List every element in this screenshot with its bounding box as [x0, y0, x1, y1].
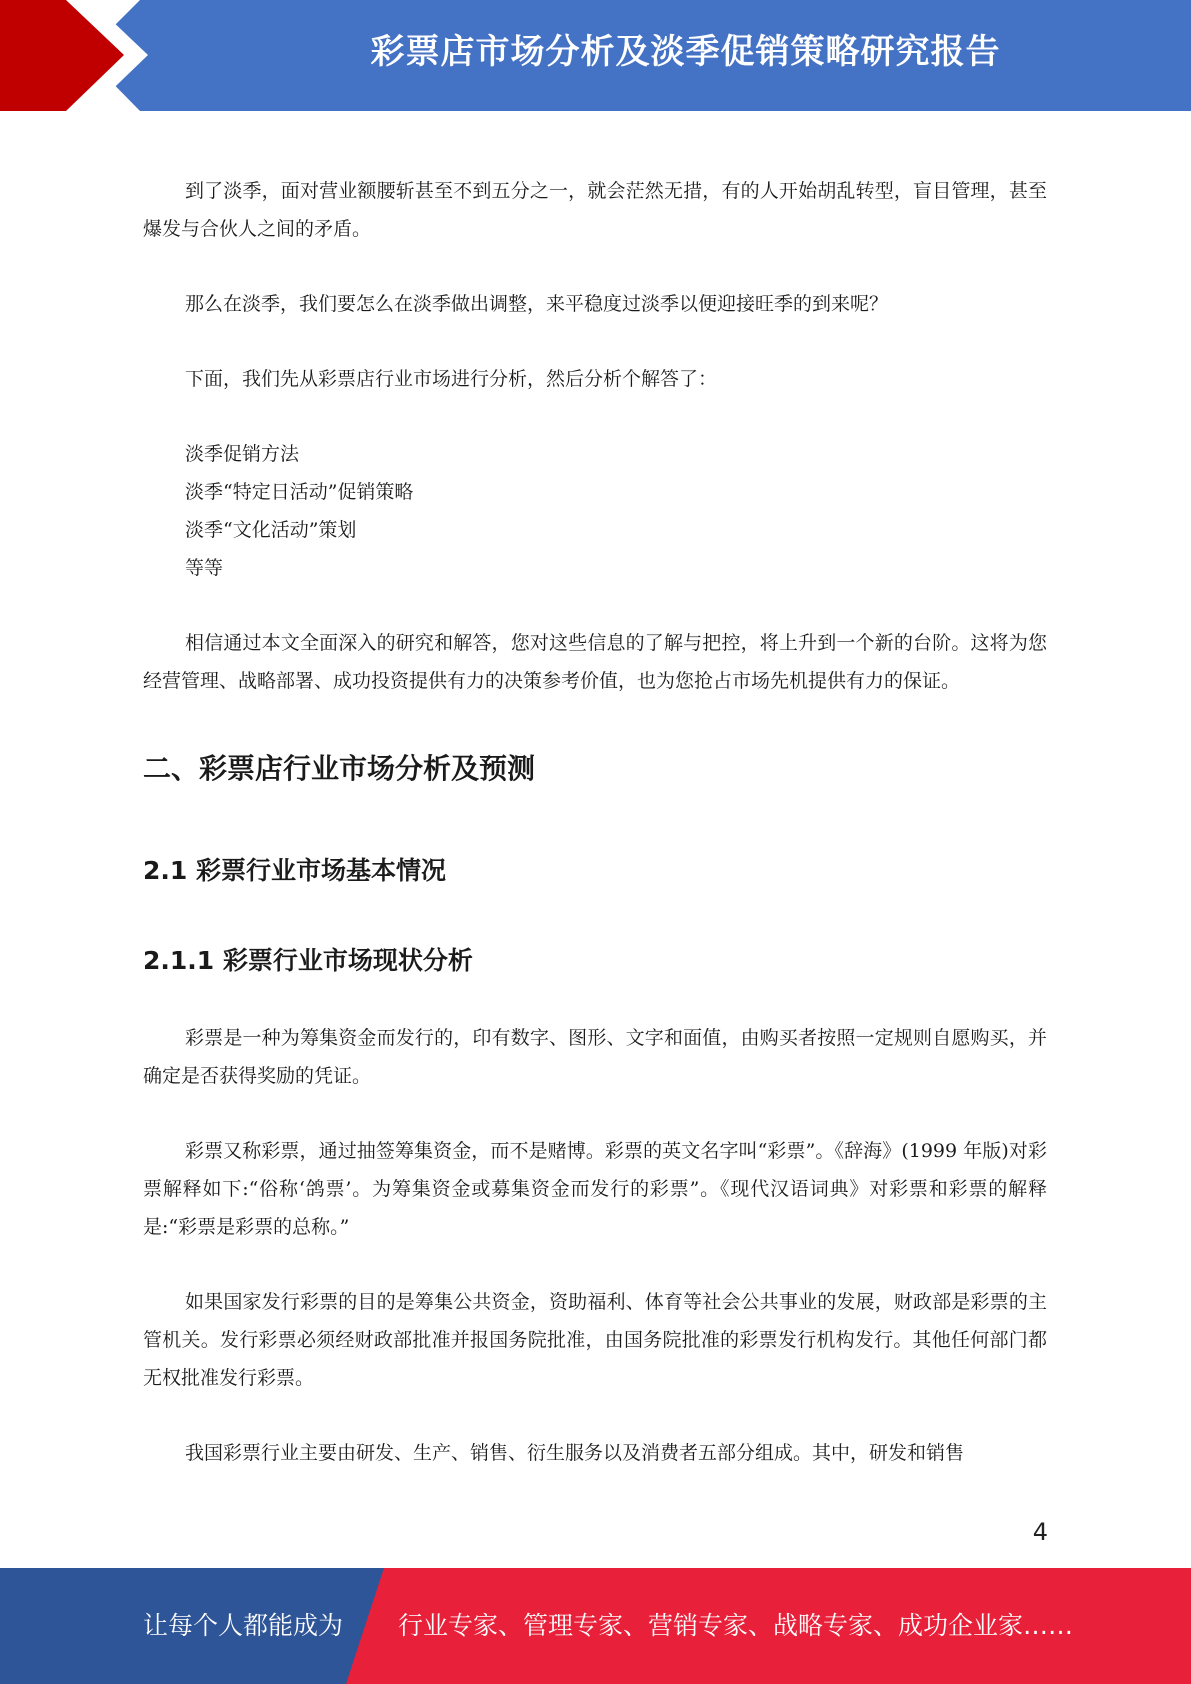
paragraph: 到了淡季，面对营业额腰斩甚至不到五分之一，就会茫然无措，有的人开始胡乱转型，盲目管理，甚至爆发与合伙人之间的矛盾。 [143, 180, 1047, 240]
paragraph: 我国彩票行业主要由研发、生产、销售、衍生服务以及消费者五部分组成。其中，研发和销售 [185, 1442, 965, 1464]
paragraph: 彩票是一种为筹集资金而发行的，印有数字、图形、文字和面值，由购买者按照一定规则自愿购买，并确定是否获得奖励的凭证。 [143, 1027, 1047, 1087]
footer-slogan-left: 让每个人都能成为 [143, 1611, 344, 1640]
page-number: 4 [1032, 1518, 1048, 1546]
footer-slogan-right: 行业专家、管理专家、营销专家、战略专家、成功企业家…… [398, 1611, 1074, 1640]
list-item: 淡季促销方法 [185, 443, 300, 465]
list-item: 等等 [185, 557, 224, 579]
footer-banner [0, 1568, 1191, 1684]
header-banner [0, 0, 1191, 111]
subsubsection-heading: 2.1.1 彩票行业市场现状分析 [143, 946, 473, 975]
document-body [143, 172, 1047, 1509]
paragraph: 如果国家发行彩票的目的是筹集公共资金，资助福利、体育等社会公共事业的发展，财政部是彩票的主管机关。发行彩票必须经财政部批准并报国务院批准，由国务院批准的彩票发行机构发行。其他任何部门都无权批准发行彩票。 [143, 1291, 1047, 1389]
section-heading: 二、彩票店行业市场分析及预测 [143, 752, 536, 785]
document-title: 彩票店市场分析及淡季促销策略研究报告 [370, 32, 1001, 72]
topic-list [143, 435, 1047, 587]
paragraph: 彩票又称彩票，通过抽签筹集资金，而不是赌博。彩票的英文名字叫“彩票”。《辞海》(1999 年版)对彩票解释如下:“俗称‘鸽票’。为筹集资金或募集资金而发行的彩票”。《现代汉语词典》对彩票和彩票的解释是:“彩票是彩票的总称。” [143, 1140, 1047, 1238]
subsection-heading: 2.1 彩票行业市场基本情况 [143, 856, 446, 885]
paragraph: 下面，我们先从彩票店行业市场进行分析，然后分析个解答了： [185, 368, 718, 390]
paragraph: 相信通过本文全面深入的研究和解答，您对这些信息的了解与把控，将上升到一个新的台阶。这将为您经营管理、战略部署、成功投资提供有力的决策参考价值，也为您抢占市场先机提供有力的保证。 [143, 632, 1047, 692]
list-item: 淡季“文化活动”策划 [185, 519, 357, 541]
list-item: 淡季“特定日活动”促销策略 [185, 481, 414, 503]
paragraph: 那么在淡季，我们要怎么在淡季做出调整，来平稳度过淡季以便迎接旺季的到来呢？ [185, 293, 889, 315]
